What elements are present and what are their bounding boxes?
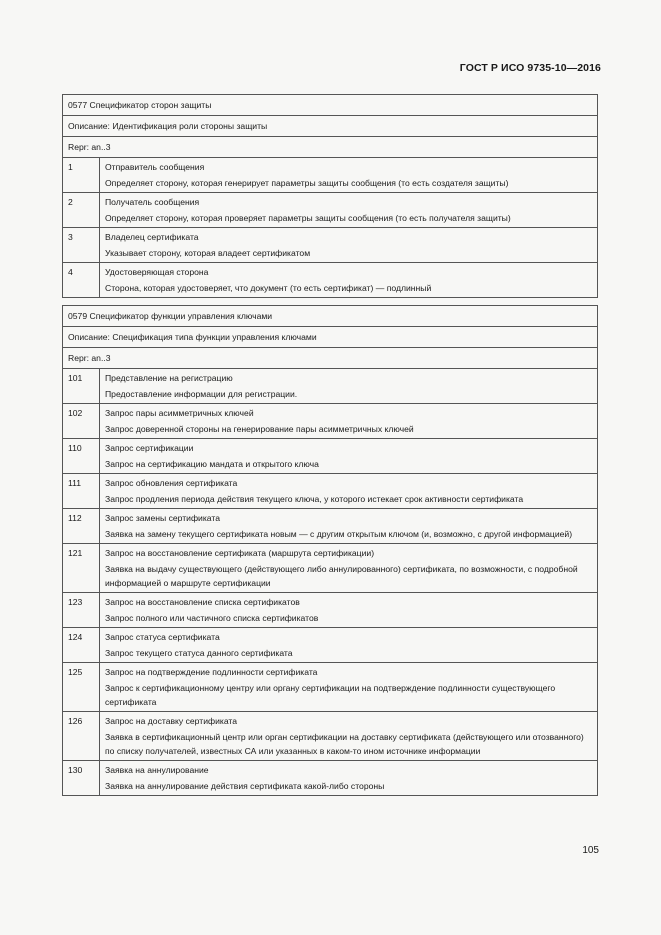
row-content (100, 474, 598, 509)
security-party-qualifier-table (62, 94, 598, 298)
table-row (63, 593, 598, 628)
table-title: 0577 Спецификатор сторон защиты (63, 95, 598, 116)
row-description: Указывает сторону, которая владеет сертификатом (105, 248, 311, 258)
row-description: Запрос доверенной стороны на генерирование пары асимметричных ключей (105, 424, 414, 434)
table-description-row (63, 327, 598, 348)
table-row (63, 439, 598, 474)
row-name: Запрос статуса сертификата (105, 632, 220, 642)
row-code: 112 (63, 509, 100, 544)
row-name: Представление на регистрацию (105, 373, 233, 383)
table-row (63, 158, 598, 193)
row-name: Запрос сертификации (105, 443, 194, 453)
table-description-row (63, 116, 598, 137)
table-repr-row (63, 348, 598, 369)
table-repr-row (63, 137, 598, 158)
row-code: 123 (63, 593, 100, 628)
row-content (100, 761, 598, 796)
row-name: Запрос замены сертификата (105, 513, 221, 523)
table-row (63, 628, 598, 663)
row-content (100, 228, 598, 263)
row-description: Определяет сторону, которая проверяет параметры защиты сообщения (то есть получателя защиты) (105, 213, 511, 223)
row-description: Заявка в сертификационный центр или орган сертификации на доставку сертификата (действующего или отозванного) по списку получателей, известных СА или указанных в каком-то ином источнике информации (105, 732, 584, 756)
row-content (100, 663, 598, 712)
row-content (100, 158, 598, 193)
table-rows (63, 369, 598, 796)
table-row (63, 663, 598, 712)
row-name: Запрос на восстановление списка сертификатов (105, 597, 300, 607)
row-description: Заявка на выдачу существующего (действующего либо аннулированного) сертификата, по возможности, с подробной информацией о маршруте сертификации (105, 564, 578, 588)
table-row (63, 712, 598, 761)
row-content (100, 593, 598, 628)
table-description: Описание: Спецификация типа функции управления ключами (63, 327, 598, 348)
table-row (63, 263, 598, 298)
row-description: Определяет сторону, которая генерирует параметры защиты сообщения (то есть создателя защиты) (105, 178, 509, 188)
row-name: Получатель сообщения (105, 197, 200, 207)
row-code: 1 (63, 158, 100, 193)
row-code: 101 (63, 369, 100, 404)
row-name: Владелец сертификата (105, 232, 199, 242)
row-content (100, 509, 598, 544)
table-repr: Repr: an..3 (63, 348, 598, 369)
table-rows (63, 158, 598, 298)
row-code: 4 (63, 263, 100, 298)
row-description: Сторона, которая удостоверяет, что документ (то есть сертификат) — подлинный (105, 283, 432, 293)
row-description: Запрос полного или частичного списка сертификатов (105, 613, 319, 623)
row-code: 126 (63, 712, 100, 761)
row-name: Заявка на аннулирование (105, 765, 209, 775)
row-description: Заявка на замену текущего сертификата новым — с другим открытым ключом (и, возможно, с другой информацией) (105, 529, 573, 539)
row-description: Запрос текущего статуса данного сертификата (105, 648, 293, 658)
table-row (63, 474, 598, 509)
row-code: 110 (63, 439, 100, 474)
table-row (63, 544, 598, 593)
table-repr: Repr: an..3 (63, 137, 598, 158)
row-name: Запрос пары асимметричных ключей (105, 408, 254, 418)
row-code: 111 (63, 474, 100, 509)
row-content (100, 544, 598, 593)
row-content (100, 439, 598, 474)
row-content (100, 628, 598, 663)
row-code: 130 (63, 761, 100, 796)
table-row (63, 228, 598, 263)
row-content (100, 193, 598, 228)
row-code: 125 (63, 663, 100, 712)
row-description: Запрос на сертификацию мандата и открытого ключа (105, 459, 319, 469)
table-title: 0579 Спецификатор функции управления ключами (63, 306, 598, 327)
document-header: ГОСТ Р ИСО 9735-10—2016 (459, 62, 601, 74)
row-description: Предоставление информации для регистрации. (105, 389, 298, 399)
table-title-row (63, 306, 598, 327)
row-name: Запрос на доставку сертификата (105, 716, 238, 726)
row-description: Запрос продления периода действия текущего ключа, у которого истекает срок активности сертификата (105, 494, 524, 504)
row-code: 102 (63, 404, 100, 439)
row-name: Удостоверяющая сторона (105, 267, 209, 277)
row-description: Заявка на аннулирование действия сертификата какой-либо стороны (105, 781, 385, 791)
table-title-row (63, 95, 598, 116)
page-number: 105 (582, 845, 599, 856)
row-code: 121 (63, 544, 100, 593)
key-management-function-qualifier-table (62, 305, 598, 796)
table-row (63, 509, 598, 544)
row-code: 3 (63, 228, 100, 263)
row-code: 124 (63, 628, 100, 663)
row-code: 2 (63, 193, 100, 228)
row-content (100, 369, 598, 404)
table-description: Описание: Идентификация роли стороны защиты (63, 116, 598, 137)
row-name: Запрос обновления сертификата (105, 478, 238, 488)
table-row (63, 761, 598, 796)
row-content (100, 712, 598, 761)
table-row (63, 369, 598, 404)
row-name: Запрос на подтверждение подлинности сертификата (105, 667, 318, 677)
row-content (100, 404, 598, 439)
row-name: Запрос на восстановление сертификата (маршрута сертификации) (105, 548, 375, 558)
table-row (63, 404, 598, 439)
row-content (100, 263, 598, 298)
row-name: Отправитель сообщения (105, 162, 205, 172)
row-description: Запрос к сертификационному центру или органу сертификации на подтверждение подлинности существующего сертификата (105, 683, 556, 707)
table-row (63, 193, 598, 228)
